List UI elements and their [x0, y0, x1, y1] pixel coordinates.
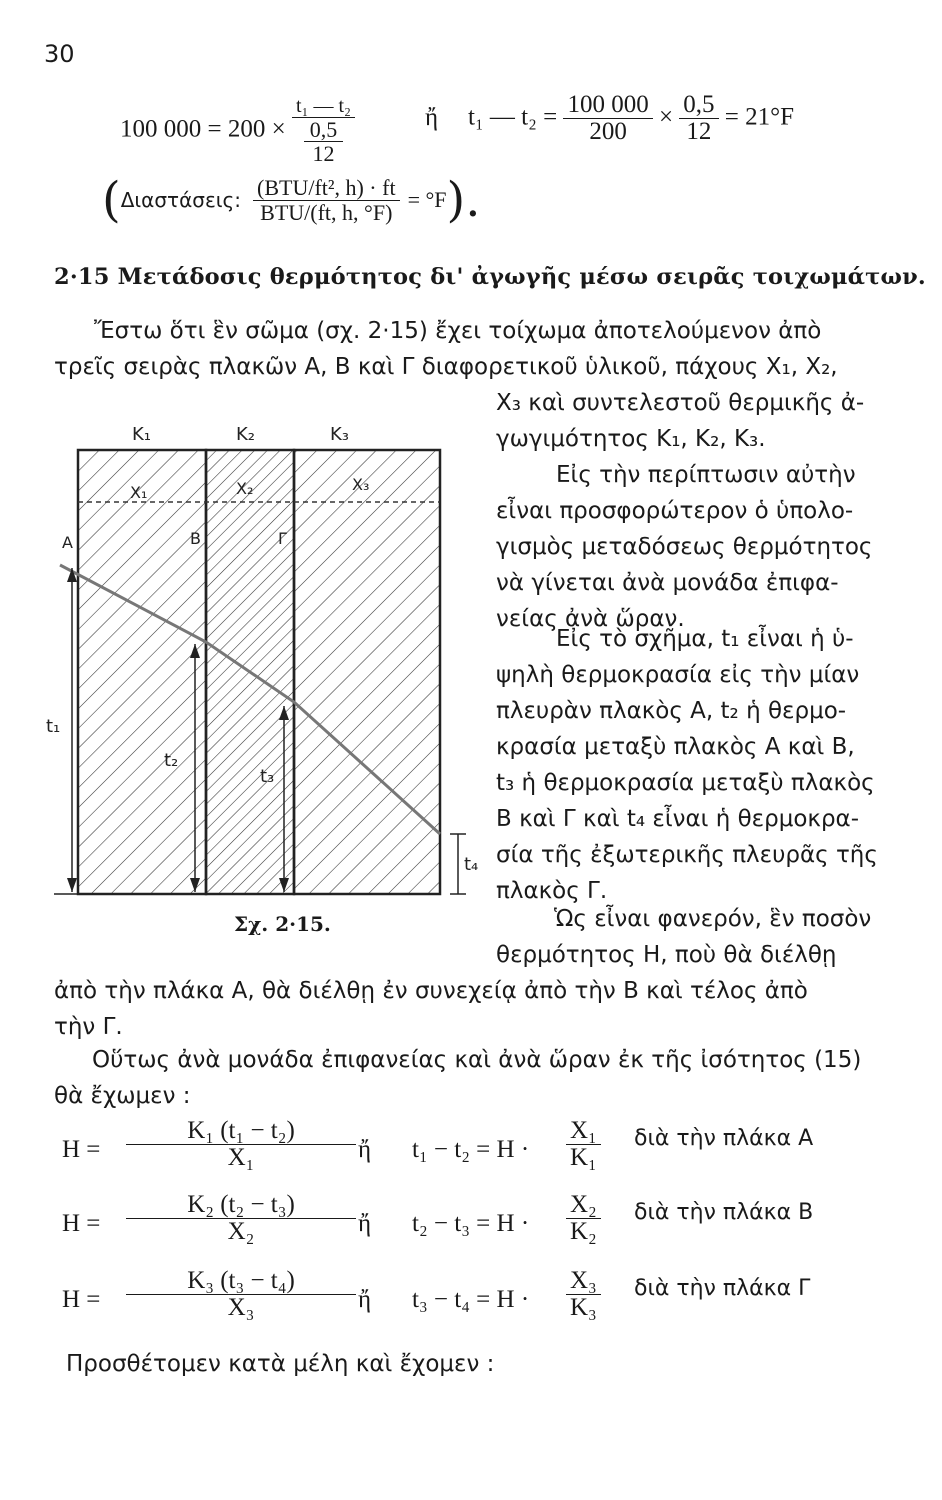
para1-line3: X₃ καὶ συντελεστοῦ θερμικῆς ἀ-: [496, 390, 865, 416]
eq-row-rhs-den: K₂: [570, 1218, 597, 1246]
figure-caption: Σχ. 2·15.: [234, 912, 331, 936]
eq-row-rhs-num: X₁: [566, 1118, 601, 1145]
dim-label: Διαστάσεις:: [120, 188, 241, 212]
eq2-times: ×: [658, 103, 674, 131]
eq-row-or: ἤ: [358, 1286, 372, 1313]
eq2-f2-den: 12: [686, 118, 712, 146]
eq2-left: t₁ — t₂ =: [468, 103, 558, 131]
eq1-numerator: t₁ — t₂: [292, 96, 355, 118]
eq-row-den: X₂: [227, 1218, 255, 1246]
para3-line: Εἰς τὸ σχῆμα, t₁ εἶναι ἡ ὑ-: [556, 626, 854, 652]
equation-row-2: [62, 1192, 882, 1254]
t1-arrowhead-bottom: [67, 878, 77, 892]
para3-line: Β καὶ Γ καὶ t₄ εἶναι ἡ θερμοκρα-: [496, 806, 860, 832]
para4-line1: Ὡς εἶναι φανερόν, ἓν ποσὸν: [554, 906, 872, 932]
label-t4: t₄: [464, 854, 479, 875]
eq-row-rhs-fraction: [566, 1268, 601, 1322]
para2-line: Εἰς τὴν περίπτωσιν αὐτὴν: [556, 462, 856, 488]
dim-denominator: BTU/(ft, h, °F): [260, 199, 393, 225]
equation-row-1: [62, 1118, 882, 1180]
eq-row-lhs: H =: [62, 1286, 101, 1313]
label-t2: t₂: [164, 750, 179, 771]
label-t1: t₁: [46, 716, 61, 737]
para5-line2: θὰ ἔχωμεν :: [54, 1083, 191, 1109]
eq-row-lhs: H =: [62, 1136, 101, 1163]
para2-line: γισμὸς μεταδόσεως θερμότητος: [496, 534, 873, 560]
dim-numerator: (BTU/ft², h) · ft: [253, 176, 400, 200]
eq-row-note: διὰ τὴν πλάκα B: [634, 1200, 814, 1225]
para1-line1: Ἔστω ὅτι ἓν σῶμα (σχ. 2·15) ἔχει τοίχωμα ἀποτελούμενον ἀπὸ: [94, 318, 822, 344]
dimensions-line: [102, 172, 481, 228]
eq2-f2-num: 0,5: [679, 92, 718, 119]
para2-line: εἶναι προσφορώτερον ὁ ὑπολο-: [496, 498, 854, 524]
eq-row-fraction: [126, 1192, 356, 1246]
label-x2: X₂: [236, 479, 254, 498]
eq-row-rhs-num: X₂: [566, 1192, 601, 1219]
eq-row-rhs-den: K₁: [570, 1144, 597, 1172]
dim-fraction: [253, 176, 400, 223]
dim-result: = °F: [407, 187, 447, 212]
eq-row-lhs: H =: [62, 1210, 101, 1237]
label-x1: X₁: [130, 483, 148, 502]
eq-row-den: X₁: [227, 1144, 255, 1172]
para3-line: ψηλὴ θερμοκρασία εἰς τὴν μίαν: [496, 662, 860, 688]
paragraph-3: [496, 621, 896, 909]
para4-line4: τὴν Γ.: [54, 1014, 123, 1040]
eq-row-num: K₂ (t₂ − t₃): [126, 1192, 356, 1219]
para3-line: t₃ ἡ θερμοκρασία μεταξὺ πλακὸς: [496, 770, 875, 796]
eq2-f1-den: 200: [589, 118, 627, 146]
paragraph-2: [496, 457, 896, 637]
para4-line3: ἀπὸ τὴν πλάκα Α, θὰ διέλθῃ ἐν συνεχείᾳ ἀπὸ τὴν Β καὶ τέλος ἀπὸ: [54, 978, 808, 1004]
eq2-fraction-2: [679, 92, 718, 146]
para1-line2: τρεῖς σειρὰς πλακῶν Α, Β καὶ Γ διαφορετικοῦ ὑλικοῦ, πάχους X₁, X₂,: [54, 354, 838, 380]
eq-row-or: ἤ: [358, 1210, 372, 1237]
eq1-den-den: 12: [312, 141, 335, 167]
label-g: Γ: [278, 529, 287, 548]
eq-row-num: K₁ (t₁ − t₂): [126, 1118, 356, 1145]
eq-row-or: ἤ: [358, 1136, 372, 1163]
para3-line: σία τῆς ἐξωτερικῆς πλευρᾶς τῆς: [496, 842, 878, 868]
dim-open-paren: (: [102, 172, 121, 228]
equation-row-3: [62, 1268, 882, 1330]
label-b: B: [190, 529, 201, 548]
or-word-1: ἤ: [425, 104, 439, 131]
para2-line: νὰ γίνεται ἀνὰ μονάδα ἐπιφα-: [496, 570, 839, 596]
para1-line4: γωγιμότητος K₁, K₂, K₃.: [496, 426, 766, 452]
label-t3: t₃: [260, 766, 275, 787]
eq-row-note: διὰ τὴν πλάκα A: [634, 1126, 814, 1151]
top-equation-2: [468, 92, 794, 146]
eq-row-den: X₃: [227, 1294, 255, 1322]
eq1-fraction: [292, 96, 355, 165]
label-k1: K₁: [132, 424, 152, 445]
dim-close-paren: ).: [446, 172, 481, 228]
eq1-den-num: 0,5: [304, 118, 344, 142]
eq-row-rhs-num: X₃: [566, 1268, 601, 1295]
para2-line: νείας ἀνὰ ὥραν.: [496, 606, 685, 632]
slab-g: [294, 450, 440, 894]
top-equation-1: [120, 96, 355, 165]
label-a: A: [62, 533, 73, 552]
para4-line2: θερμότητος Η, ποὺ θὰ διέλθῃ: [496, 942, 837, 968]
eq-row-fraction: [126, 1118, 356, 1172]
eq-row-note: διὰ τὴν πλάκα Γ: [634, 1276, 811, 1301]
eq2-f1-num: 100 000: [563, 92, 652, 119]
eq1-denominator: [300, 118, 348, 165]
eq2-result: = 21°F: [724, 103, 795, 131]
para3-line: κρασία μεταξὺ πλακὸς Α καὶ Β,: [496, 734, 855, 760]
closing-line: Προσθέτομεν κατὰ μέλη καὶ ἔχομεν :: [66, 1351, 495, 1377]
eq-row-rhs-left: t₁ − t₂ = H ·: [412, 1136, 530, 1163]
section-title: 2·15 Μετάδοσις θερμότητος δι' ἀγωγῆς μέσω σειρᾶς τοιχωμάτων.: [54, 264, 926, 290]
eq2-fraction-1: [563, 92, 652, 146]
eq-row-rhs-fraction: [566, 1192, 601, 1246]
eq-row-rhs-den: K₃: [570, 1294, 597, 1322]
eq1-left: 100 000 = 200 ×: [120, 115, 286, 143]
para3-line: πλακὸς Γ.: [496, 878, 608, 904]
figure-2-15: [40, 410, 500, 910]
eq-row-rhs-left: t₂ − t₃ = H ·: [412, 1210, 530, 1237]
label-k3: K₃: [330, 424, 350, 445]
para3-line: πλευρὰν πλακὸς Α, t₂ ἡ θερμο-: [496, 698, 847, 724]
label-x3: X₃: [352, 475, 370, 494]
slab-a: [78, 450, 206, 894]
eq-row-fraction: [126, 1268, 356, 1322]
page-number: 30: [44, 40, 75, 68]
eq-row-num: K₃ (t₃ − t₄): [126, 1268, 356, 1295]
eq-row-rhs-left: t₃ − t₄ = H ·: [412, 1286, 530, 1313]
label-k2: K₂: [236, 424, 256, 445]
eq-row-rhs-fraction: [566, 1118, 601, 1172]
para5-line1: Οὕτως ἀνὰ μονάδα ἐπιφανείας καὶ ἀνὰ ὥραν ἐκ τῆς ἰσότητος (15): [92, 1047, 862, 1073]
